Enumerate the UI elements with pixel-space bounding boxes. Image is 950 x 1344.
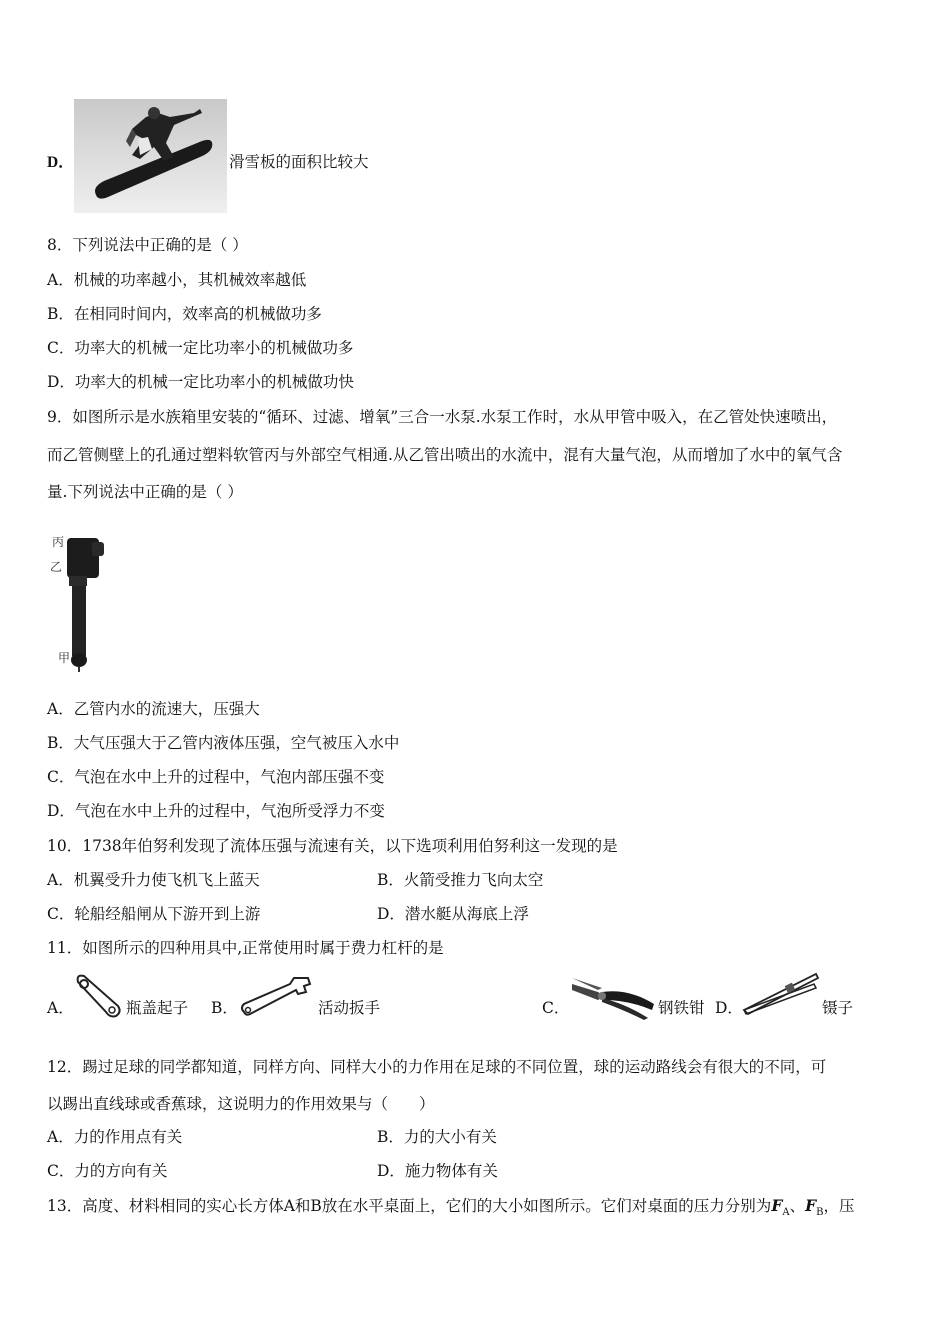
q8-option-c: C．功率大的机械一定比功率小的机械做功多 <box>47 339 354 357</box>
q9-option-b: B．大气压强大于乙管内液体压强，空气被压入水中 <box>47 734 400 752</box>
snowboarder-image <box>74 99 227 213</box>
bottle-opener-icon <box>72 972 124 1020</box>
q11-option-b-label: B． <box>211 999 238 1017</box>
q13-stem-suffix: ，压 <box>823 1197 855 1215</box>
q12-stem-line-2: 以踢出直线球或香蕉球，这说明力的作用效果与（ ） <box>47 1095 435 1113</box>
q13-fa: F <box>771 1196 783 1215</box>
q10-option-d: D．潜水艇从海底上浮 <box>377 905 529 923</box>
q10-option-c: C．轮船经船闸从下游开到上游 <box>47 905 261 923</box>
q11-option-b-text: 活动扳手 <box>318 999 381 1017</box>
q13-fa-sub: A <box>782 1207 790 1219</box>
q13-sep: 、 <box>789 1197 806 1215</box>
fig-label-bing: 丙 <box>52 535 65 549</box>
pliers-icon <box>568 974 658 1020</box>
q11-option-c-label: C． <box>542 999 570 1017</box>
q9-option-a: A．乙管内水的流速大，压强大 <box>47 700 260 718</box>
q12-stem-line-1: 12．踢过足球的同学都知道，同样方向、同样大小的力作用在足球的不同位置，球的运动路线会有很大的不同，可 <box>47 1058 827 1076</box>
q12-option-a: A．力的作用点有关 <box>47 1128 183 1146</box>
q12-option-b: B．力的大小有关 <box>377 1128 497 1146</box>
q10-stem: 10．1738年伯努利发现了流体压强与流速有关，以下选项利用伯努利这一发现的是 <box>47 837 618 855</box>
q12-option-d: D．施力物体有关 <box>377 1162 498 1180</box>
q7-option-d-text: 滑雪板的面积比较大 <box>229 153 369 171</box>
q12-option-c: C．力的方向有关 <box>47 1162 168 1180</box>
q8-option-d: D．功率大的机械一定比功率小的机械做功快 <box>47 373 354 391</box>
tweezers-icon <box>740 968 820 1018</box>
adjustable-wrench-icon <box>238 974 314 1020</box>
q7-option-d-label: D． <box>47 154 74 171</box>
q13-stem <box>47 1196 854 1223</box>
q11-option-c-text: 钢铁钳 <box>658 999 705 1017</box>
q13-fb: F <box>805 1196 817 1215</box>
q9-option-c: C．气泡在水中上升的过程中，气泡内部压强不变 <box>47 768 385 786</box>
q9-stem-line-1: 9．如图所示是水族箱里安装的“循环、过滤、增氧”三合一水泵.水泵工作时，水从甲管中吸入，在乙管处快速喷出， <box>47 408 838 426</box>
q9-stem-line-2: 而乙管侧壁上的孔通过塑料软管丙与外部空气相通.从乙管出喷出的水流中，混有大量气泡，从而增加了水中的氧气含 <box>47 446 843 464</box>
q9-option-d: D．气泡在水中上升的过程中，气泡所受浮力不变 <box>47 802 385 820</box>
fig-label-yi: 乙 <box>50 560 63 574</box>
q9-stem-line-3: 量.下列说法中正确的是（ ） <box>47 483 243 501</box>
q13-fb-sub: B <box>816 1207 824 1219</box>
q11-option-a-label: A． <box>47 999 74 1017</box>
q11-stem: 11．如图所示的四种用具中,正常使用时属于费力杠杆的是 <box>47 939 444 957</box>
q11-option-a-text: 瓶盖起子 <box>126 999 189 1017</box>
q8-option-b: B．在相同时间内，效率高的机械做功多 <box>47 305 322 323</box>
q8-stem: 8．下列说法中正确的是（ ） <box>47 236 248 254</box>
q8-option-a: A．机械的功率越小，其机械效率越低 <box>47 271 307 289</box>
q11-option-d-label: D． <box>715 999 743 1017</box>
q10-option-a: A．机翼受升力使飞机飞上蓝天 <box>47 871 260 889</box>
q13-stem-prefix: 13．高度、材料相同的实心长方体A和B放在水平桌面上，它们的大小如图所示。它们对桌面的压力分别为 <box>47 1197 772 1215</box>
q11-option-d-text: 镊子 <box>822 999 854 1017</box>
fig-label-jia: 甲 <box>58 651 71 665</box>
q10-option-b: B．火箭受推力飞向太空 <box>377 871 544 889</box>
